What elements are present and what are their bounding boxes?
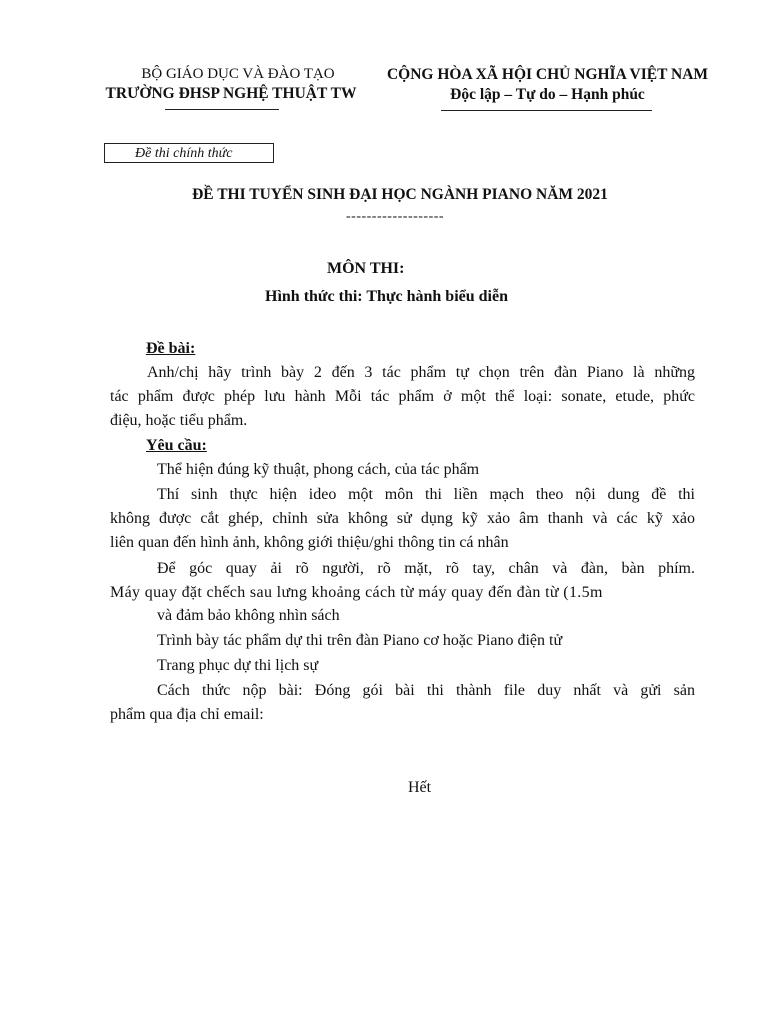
requirement-camera-line: và đảm bảo không nhìn sách — [157, 607, 340, 624]
requirement-attire: Trang phục dự thi lịch sự — [157, 657, 319, 674]
national-motto: Độc lập – Tự do – Hạnh phúc — [450, 86, 645, 103]
requirement-submission-line: Cách thức nộp bài: Đóng gói bài thi thành file duy nhất và gửi sản — [157, 682, 695, 699]
task-line: điệu, hoặc tiểu phẩm. — [110, 412, 248, 429]
republic-name: CỘNG HÒA XÃ HỘI CHỦ NGHĨA VIỆT NAM — [386, 66, 709, 83]
requirement-video-line: liên quan đến hình ảnh, không giới thiệu/ghi thông tin cá nhân — [110, 534, 509, 551]
requirement-camera-line: Để góc quay ải rõ người, rõ mặt, rõ tay, chân và đàn, bàn phím. — [157, 560, 695, 577]
title-separator: ------------------- — [346, 209, 445, 224]
school-underline — [165, 109, 279, 110]
exam-format: Hình thức thi: Thực hành biểu diễn — [265, 288, 508, 305]
task-line: Anh/chị hãy trình bày 2 đến 3 tác phẩm tự chọn trên đàn Piano là những — [147, 364, 695, 381]
requirement-camera-line: Máy quay đặt chếch sau lưng khoảng cách từ máy quay đến đàn từ (1.5m — [110, 584, 603, 601]
exam-title: ĐỀ THI TUYỂN SINH ĐẠI HỌC NGÀNH PIANO NĂM 2021 — [192, 186, 608, 203]
ministry-name: BỘ GIÁO DỤC VÀ ĐÀO TẠO — [141, 66, 335, 82]
motto-underline — [441, 110, 652, 111]
end-label: Hết — [408, 779, 432, 796]
task-heading: Đề bài: — [146, 340, 196, 357]
requirement-technique: Thể hiện đúng kỹ thuật, phong cách, của tác phẩm — [157, 461, 480, 478]
subject-label: MÔN THI: — [327, 260, 405, 277]
requirement-submission-line: phẩm qua địa chỉ email: — [110, 706, 264, 723]
requirement-video-line: không được cắt ghép, chỉnh sửa không sử dụng kỹ xảo âm thanh và các kỹ xảo — [110, 510, 695, 527]
requirement-instrument: Trình bày tác phẩm dự thi trên đàn Piano cơ hoặc Piano điện tử — [157, 632, 563, 649]
official-exam-label: Đề thi chính thức — [104, 143, 274, 163]
requirements-heading: Yêu cầu: — [146, 437, 207, 454]
task-line: tác phẩm được phép lưu hành Mỗi tác phẩm ở một thể loại: sonate, etude, phức — [110, 388, 695, 405]
school-name: TRƯỜNG ĐHSP NGHỆ THUẬT TW — [105, 85, 357, 102]
requirement-video-line: Thí sinh thực hiện ideo một môn thi liền mạch theo nội dung đề thi — [157, 486, 695, 503]
